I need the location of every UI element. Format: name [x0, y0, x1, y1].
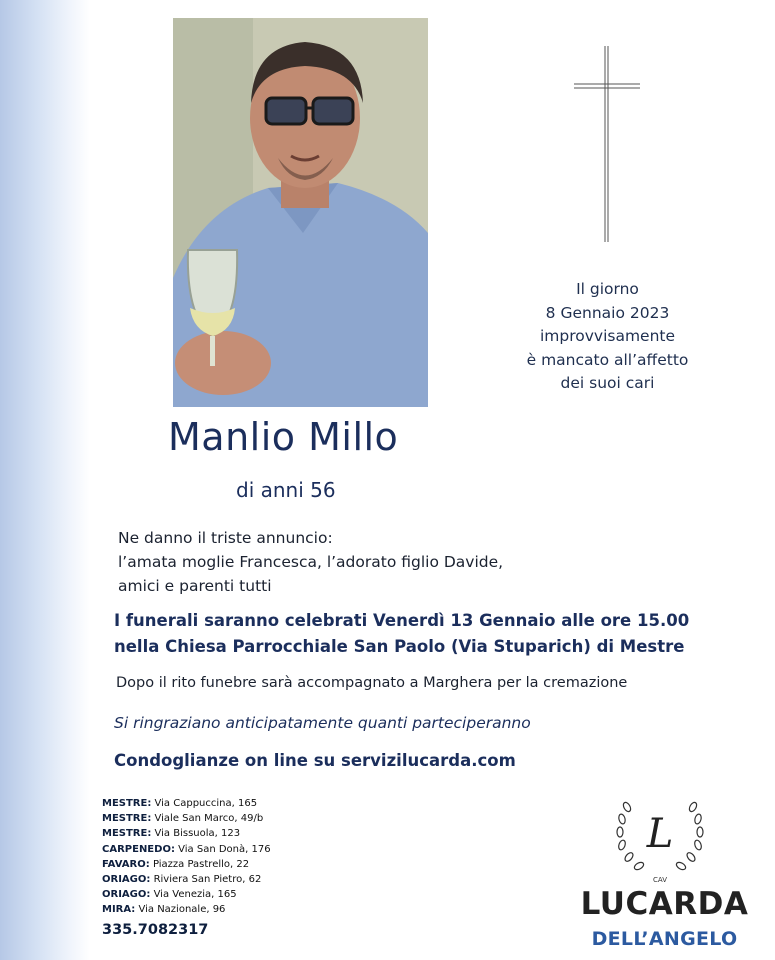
logo-monogram: L: [646, 811, 674, 857]
portrait-illustration: [173, 18, 428, 407]
address-item: [102, 811, 271, 826]
address-street: Piazza Pastrello, 22: [152, 858, 250, 870]
deceased-age: di anni 56: [236, 478, 336, 502]
address-city: ORIAGO:: [102, 889, 151, 901]
phone-number[interactable]: 335.7082317: [102, 922, 209, 938]
address-item: [102, 826, 271, 841]
family-line: l’amata moglie Francesca, l’adorato figlio Davide,: [118, 553, 504, 571]
address-street: Via Bissuola, 123: [154, 828, 241, 840]
laurel-wreath-icon: [610, 795, 710, 885]
funeral-line: nella Chiesa Parrocchiale San Paolo (Via Stuparich) di Mestre: [114, 637, 685, 656]
family-line: amici e parenti tutti: [118, 577, 272, 595]
address-street: Via Nazionale, 96: [138, 904, 226, 916]
address-city: MIRA:: [102, 904, 136, 916]
address-city: MESTRE:: [102, 813, 152, 825]
address-item: [102, 902, 271, 917]
thanks-note: Si ringraziano anticipatamente quanti parteciperanno: [114, 714, 531, 732]
cremation-note: Dopo il rito funebre sarà accompagnato a Marghera per la cremazione: [116, 675, 628, 691]
cross-icon: [572, 44, 642, 244]
address-city: MESTRE:: [102, 798, 152, 809]
address-item: [102, 872, 271, 887]
address-item: [102, 842, 271, 857]
family-notice: [118, 526, 503, 598]
logo-name: LUCARDA: [580, 886, 749, 922]
address-street: Viale San Marco, 49/b: [154, 813, 264, 825]
deceased-name: Manlio Millo: [168, 415, 399, 459]
logo-subname: DELL’ANGELO: [591, 928, 738, 950]
condolences-link[interactable]: Condoglianze on line su servizilucarda.com: [114, 751, 516, 770]
announcement-line: dei suoi cari: [560, 374, 655, 392]
portrait-photo: [173, 18, 428, 407]
address-street: Via San Donà, 176: [178, 843, 271, 855]
address-city: ORIAGO:: [102, 874, 151, 886]
address-street: Riviera San Pietro, 62: [153, 874, 262, 886]
address-city: CARPENEDO:: [102, 843, 175, 855]
address-item: [102, 796, 271, 811]
address-street: Via Venezia, 165: [153, 889, 237, 901]
address-city: FAVARO:: [102, 858, 150, 870]
funeral-details: [114, 608, 689, 660]
branch-addresses: [102, 796, 271, 918]
announcement-line: 8 Gennaio 2023: [545, 303, 670, 322]
announcement-line: è mancato all’affetto: [526, 350, 689, 369]
address-item: [102, 887, 271, 902]
announcement-line: Il giorno: [576, 280, 639, 298]
address-item: [102, 857, 271, 872]
left-decorative-band: [0, 0, 90, 960]
announcement-line: improvvisamente: [539, 327, 676, 345]
funeral-line: I funerali saranno celebrati Venerdì 13 Gennaio alle ore 15.00: [114, 611, 690, 630]
address-city: MESTRE:: [102, 828, 152, 840]
address-street: Via Cappuccina, 165: [154, 798, 258, 809]
logo-small-text: CAV: [652, 876, 668, 884]
death-announcement: [500, 278, 715, 396]
family-line: Ne danno il triste annuncio:: [118, 529, 333, 547]
